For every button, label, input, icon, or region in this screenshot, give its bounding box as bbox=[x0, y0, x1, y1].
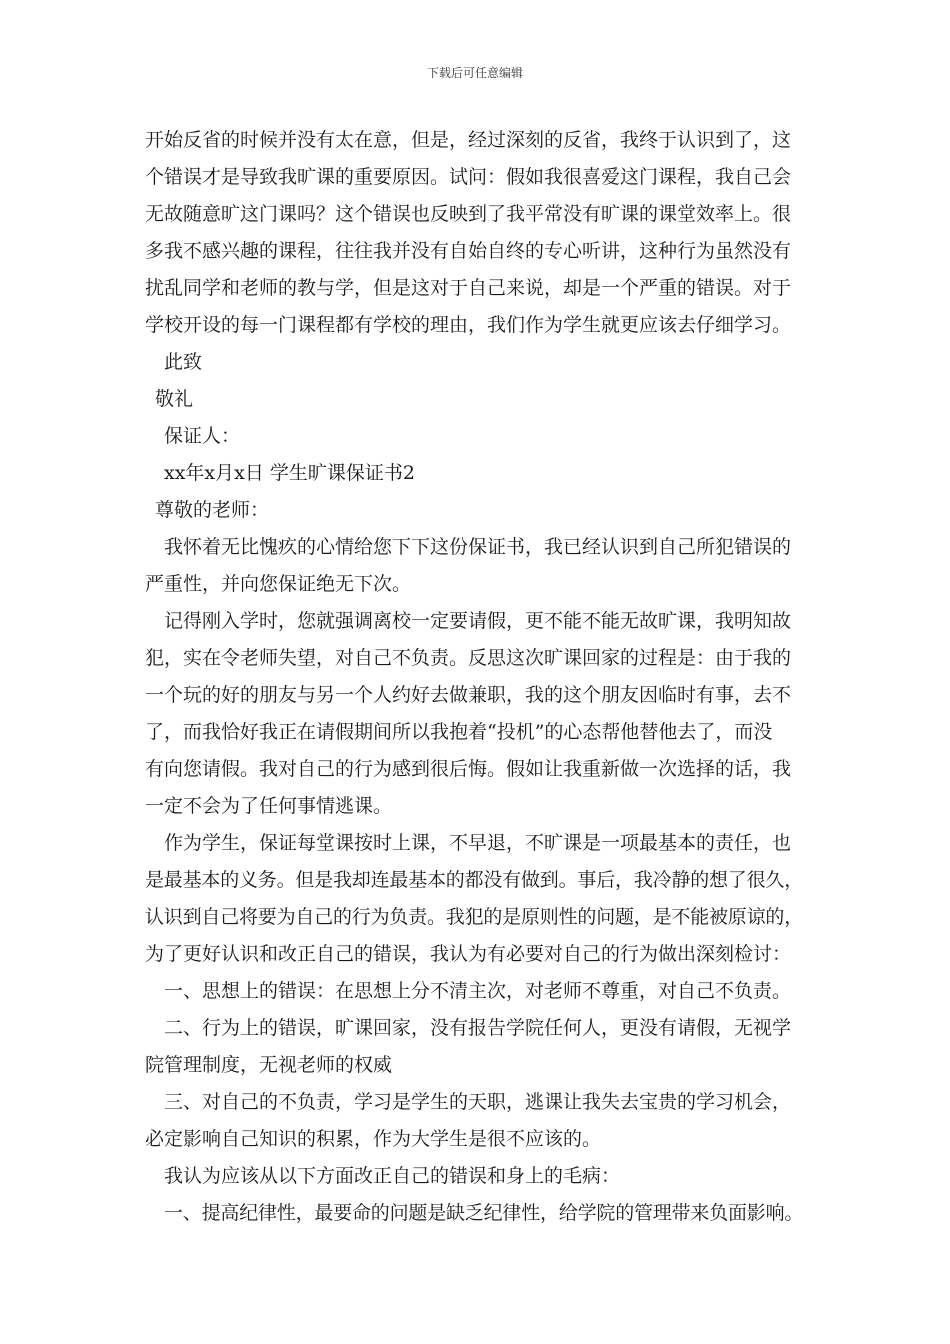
paragraph-line: 多我不感兴趣的课程，往往我并没有自始自终的专心听讲，这种行为虽然没有 bbox=[145, 240, 792, 262]
date-and-title-line: xx年x月x日 学生旷课保证书2 bbox=[164, 462, 415, 484]
list-item-line: 二、行为上的错误，旷课回家，没有报告学院任何人，更没有请假，无视学 bbox=[164, 1017, 792, 1039]
greeting-line: 尊敬的老师： bbox=[155, 499, 270, 521]
paragraph-line: 为了更好认识和改正自己的错误，我认为有必要对自己的行为做出深刻检讨： bbox=[145, 943, 792, 965]
list-item-line: 一、思想上的错误：在思想上分不清主次，对老师不尊重，对自己不负责。 bbox=[164, 980, 792, 1002]
page-header: 下载后可任意编辑 bbox=[426, 66, 523, 80]
paragraph-line: 记得刚入学时，您就强调离校一定要请假，更不能不能无故旷课，我明知故 bbox=[164, 610, 792, 632]
paragraph-line: 严重性，并向您保证绝无下次。 bbox=[145, 573, 412, 595]
paragraph-line: 开始反省的时候并没有太在意，但是，经过深刻的反省，我终于认识到了，这 bbox=[145, 129, 792, 151]
document-body bbox=[145, 122, 821, 1232]
closing-salutation: 此致 bbox=[164, 351, 203, 373]
guarantor-label: 保证人： bbox=[164, 425, 241, 447]
paragraph-line: 有向您请假。我对自己的行为感到很后悔。假如让我重新做一次选择的话，我 bbox=[145, 758, 792, 780]
paragraph-line: 认识到自己将要为自己的行为负责。我犯的是原则性的问题，是不能被原谅的， bbox=[145, 906, 804, 928]
list-item-line: 必定影响自己知识的积累，作为大学生是很不应该的。 bbox=[145, 1128, 602, 1150]
paragraph-line: 无故随意旷这门课吗？这个错误也反映到了我平常没有旷课的课堂效率上。很 bbox=[145, 203, 792, 225]
paragraph-line: 了，而我恰好我正在请假期间所以我抱着“投机”的心态帮他替他去了，而没 bbox=[145, 721, 773, 743]
paragraph-line: 我认为应该从以下方面改正自己的错误和身上的毛病： bbox=[164, 1165, 621, 1187]
paragraph-line: 扰乱同学和老师的教与学，但是这对于自己来说，却是一个严重的错误。对于 bbox=[145, 277, 792, 299]
paragraph-line: 学校开设的每一门课程都有学校的理由，我们作为学生就更应该去仔细学习。 bbox=[145, 314, 792, 336]
paragraph-line: 一个玩的好的朋友与另一个人约好去做兼职，我的这个朋友因临时有事，去不 bbox=[145, 684, 792, 706]
paragraph-line: 一定不会为了任何事情逃课。 bbox=[145, 795, 393, 817]
paragraph-line: 犯，实在令老师失望，对自己不负责。反思这次旷课回家的过程是：由于我的 bbox=[145, 647, 792, 669]
paragraph-line: 个错误才是导致我旷课的重要原因。试问：假如我很喜爱这门课程，我自己会 bbox=[145, 166, 792, 188]
paragraph-line: 是最基本的义务。但是我却连最基本的都没有做到。事后，我冷静的想了很久， bbox=[145, 869, 804, 891]
list-item-line: 三、对自己的不负责，学习是学生的天职，逃课让我失去宝贵的学习机会， bbox=[164, 1091, 792, 1113]
list-item-line: 院管理制度，无视老师的权威 bbox=[145, 1054, 393, 1076]
list-item-line: 一、提高纪律性，最要命的问题是缺乏纪律性，给学院的管理带来负面影响。 bbox=[164, 1202, 804, 1224]
paragraph-line: 作为学生，保证每堂课按时上课，不早退，不旷课是一项最基本的责任，也 bbox=[164, 832, 792, 854]
closing-respect: 敬礼 bbox=[155, 388, 194, 410]
paragraph-line: 我怀着无比愧疚的心情给您下下这份保证书，我已经认识到自己所犯错误的 bbox=[164, 536, 792, 558]
